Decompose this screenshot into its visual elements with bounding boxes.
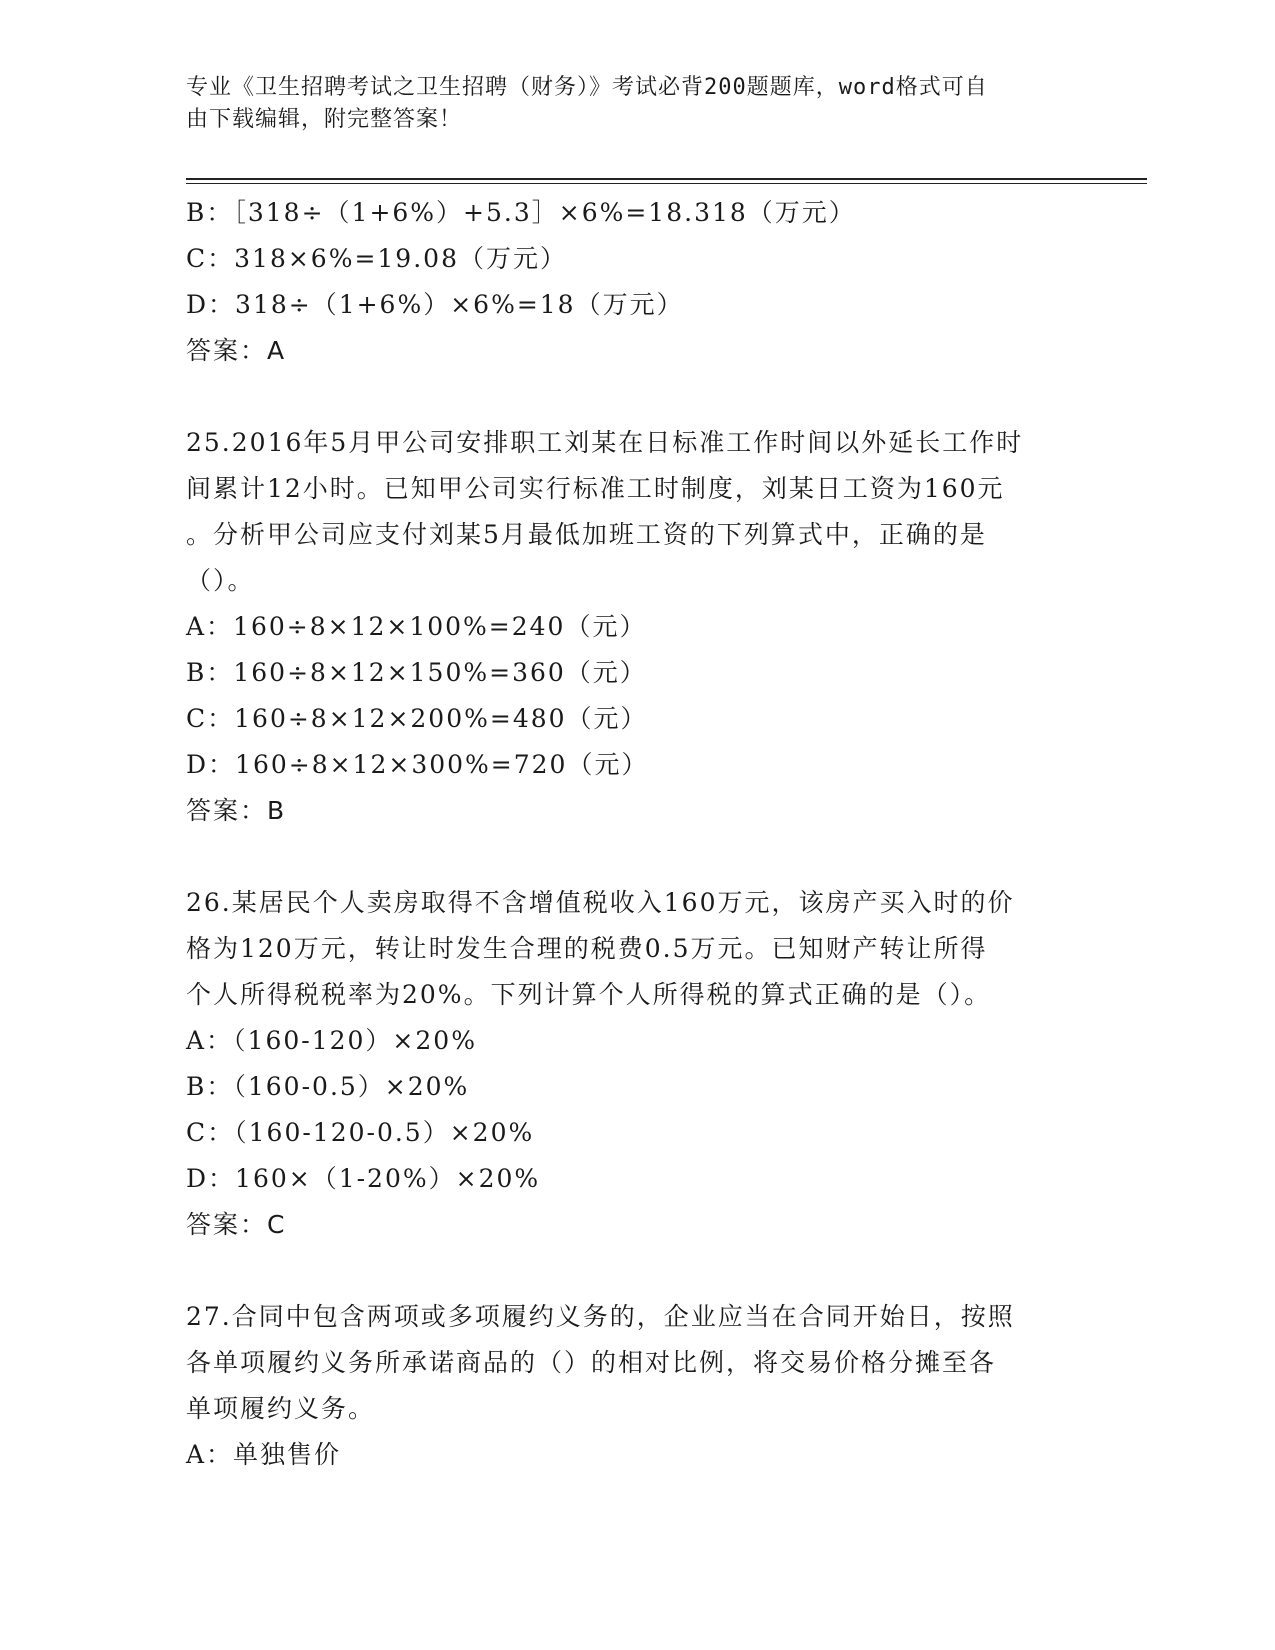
question-25 xyxy=(186,420,1086,834)
question-27 xyxy=(186,1294,1086,1478)
option-a: A：160÷8×12×100%=240（元） xyxy=(186,612,647,641)
question-stem-line: 个人所得税税率为20%。下列计算个人所得税的算式正确的是（）。 xyxy=(186,980,992,1009)
question-stem-line: （）。 xyxy=(186,566,255,595)
option-d: D：160×（1-20%）×20% xyxy=(186,1164,541,1193)
header-rule-thin xyxy=(186,183,1147,184)
question-stem-line: 格为120万元，转让时发生合理的税费0.5万元。已知财产转让所得 xyxy=(186,934,988,963)
option-d: D：160÷8×12×300%=720（元） xyxy=(186,750,649,779)
answer-label: 答案：C xyxy=(186,1210,287,1239)
option-c: C：（160-120-0.5）×20% xyxy=(186,1118,535,1147)
question-stem-line: 27.合同中包含两项或多项履约义务的，企业应当在合同开始日，按照 xyxy=(186,1302,1015,1331)
question-stem-line: 26.某居民个人卖房取得不含增值税收入160万元，该房产买入时的价 xyxy=(186,888,1015,917)
document-body xyxy=(186,190,1086,1478)
question-stem-line: 单项履约义务。 xyxy=(186,1394,376,1423)
header-line-2: 由下载编辑，附完整答案！ xyxy=(186,107,463,132)
option-b: B：160÷8×12×150%=360（元） xyxy=(186,658,647,687)
option-a: A：（160-120）×20% xyxy=(186,1026,477,1055)
header-rule-thick xyxy=(186,178,1147,180)
question-stem-line: 25.2016年5月甲公司安排职工刘某在日标准工作时间以外延长工作时 xyxy=(186,428,1024,457)
option-d: D：318÷（1+6%）×6%=18（万元） xyxy=(186,290,684,319)
question-stem-line: 间累计12小时。已知甲公司实行标准工时制度，刘某日工资为160元 xyxy=(186,474,1005,503)
option-c: C：160÷8×12×200%=480（元） xyxy=(186,704,648,733)
option-a: A：单独售价 xyxy=(186,1440,342,1469)
option-b: B：（160-0.5）×20% xyxy=(186,1072,470,1101)
option-b: B：［318÷（1+6%）+5.3］×6%=18.318（万元） xyxy=(186,198,856,227)
document-header xyxy=(186,72,1086,136)
question-24-tail xyxy=(186,190,1086,374)
question-26 xyxy=(186,880,1086,1248)
header-line-1: 专业《卫生招聘考试之卫生招聘（财务）》考试必背200题题库，word格式可自 xyxy=(186,75,988,100)
answer-label: 答案：B xyxy=(186,796,287,825)
option-c: C：318×6%=19.08（万元） xyxy=(186,244,567,273)
question-stem-line: 。分析甲公司应支付刘某5月最低加班工资的下列算式中，正确的是 xyxy=(186,520,987,549)
question-stem-line: 各单项履约义务所承诺商品的（）的相对比例，将交易价格分摊至各 xyxy=(186,1348,997,1377)
answer-label: 答案：A xyxy=(186,336,287,365)
